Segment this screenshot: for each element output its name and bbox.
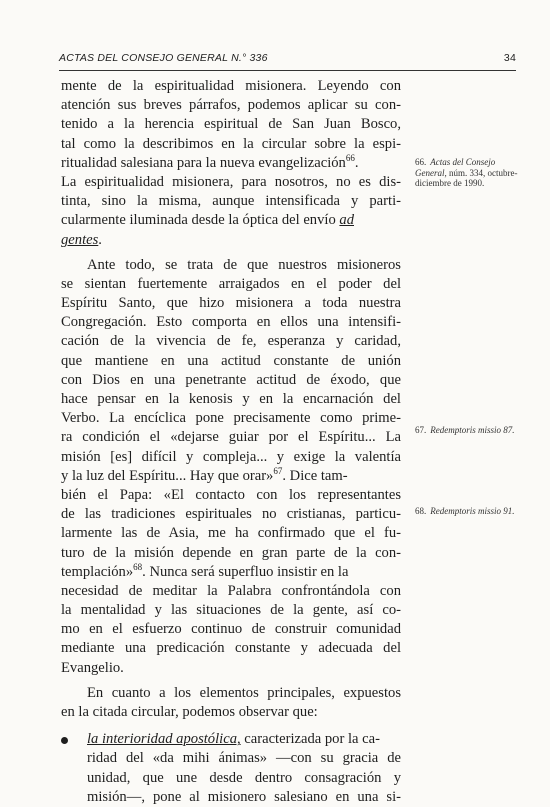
text-line: cación de la vivencia de fe, esperanza y caridad, (61, 333, 401, 350)
footnote-text: núm. 334, octubre-diciembre de 1990. (415, 167, 518, 188)
bullet-item-line (61, 730, 401, 749)
text-line (61, 467, 401, 486)
footnote-text: Redemptoris missio 91. (430, 506, 515, 516)
running-title: ACTAS DEL CONSEJO GENERAL N.° 336 (59, 52, 268, 64)
text-line: Evangelio. (61, 659, 124, 676)
text-line (61, 211, 401, 230)
page-number: 34 (503, 52, 516, 64)
text-line: tenido a la herencia espiritual de San Juan Bosco, (61, 116, 401, 133)
italic-term: gentes (61, 231, 99, 248)
text-line: mediante una predicación constante y adecuada del (61, 640, 401, 657)
footnote-ref-67: 67 (273, 465, 283, 476)
text-span: caracterizada por la ca- (240, 731, 380, 748)
footnote-source: Actas del Consejo General, (415, 157, 496, 178)
text-line: bién el Papa: «El contacto con los representantes (61, 486, 401, 503)
footnote-number: 67. (415, 425, 427, 435)
header-rule (59, 70, 516, 71)
text-line: tinta, sino la misma, aunque intensificada y parti- (61, 193, 401, 210)
text-span: ritualidad salesiana para la nueva evangelización (61, 154, 346, 171)
text-span: templación» (61, 563, 134, 580)
text-line (61, 563, 401, 582)
text-line: Espíritu Santo, que hizo misionera a toda nuestra (61, 295, 401, 312)
text-span: . Dice tam- (282, 467, 348, 484)
text-line: se sientan fuertemente arraigados en el poder del (61, 275, 401, 292)
text-line: En cuanto a los elementos principales, expuestos (87, 684, 401, 701)
bullet-item-line: misión—, pone al misionero salesiano en una si- (87, 788, 401, 805)
text-line: mo en el esfuerzo continuo de construir comunidad (61, 621, 401, 638)
footnote-ref-68: 68 (133, 561, 143, 572)
text-line: de las tradiciones espirituales no cristianas, particu- (61, 506, 401, 523)
text-line: en la citada circular, podemos observar que: (61, 704, 318, 720)
footnote-66 (415, 157, 518, 189)
text-line: Ante todo, se trata de que nuestros misioneros (87, 256, 401, 273)
footnote-number: 66. (415, 157, 427, 167)
italic-term: ad (339, 212, 354, 229)
italic-term: la interioridad apostólica, (87, 731, 241, 748)
paragraph-gap (61, 722, 401, 730)
footnote-68 (415, 506, 518, 517)
text-span: . Nunca será superfluo insistir en la (142, 563, 349, 580)
footnote-67 (415, 425, 518, 436)
footnote-ref-66: 66 (345, 152, 355, 163)
text-line: mente de la espiritualidad misionera. Leyendo con (61, 78, 401, 94)
text-line: necesidad de meditar la Palabra confrontándola con (61, 582, 401, 599)
text-line: Congregación. Esto comporta en ellos una intensifi- (61, 314, 401, 331)
bullet-icon (61, 737, 68, 744)
footnote-number: 68. (415, 506, 427, 516)
text-line: la mentalidad y las situaciones de la gente, así co- (61, 602, 401, 619)
text-line: ra condición el «dejarse guiar por el Espíritu... La (61, 429, 401, 446)
footnote-text: Redemptoris missio 87. (430, 425, 515, 435)
text-line: turo de la misión depende en gran parte de la con- (61, 544, 401, 561)
text-span: . (354, 154, 359, 171)
text-span: . (98, 231, 102, 248)
text-line: La espiritualidad misionera, para nosotros, no es dis- (61, 173, 401, 190)
text-line: hace pensar en la kenosis y en la encarnación del (61, 391, 401, 407)
text-line: con Dios en una penetrante actitud de éxodo, que (61, 371, 401, 388)
text-line: tal como la describimos en la circular sobre la espi- (61, 135, 401, 152)
text-line (61, 231, 401, 250)
main-text (61, 77, 401, 807)
text-line: que mantiene en una actitud constante de unión (61, 352, 401, 369)
text-line: larmente las de Asia, me ha confirmado que el fu- (61, 525, 401, 542)
text-span: y la luz del Espíritu... Hay que orar» (61, 467, 274, 484)
bullet-item-line: ridad del «da mihi ánimas» —con su gracia de (87, 750, 401, 767)
text-span: cularmente iluminada desde la óptica del envío (61, 212, 340, 229)
text-line: misión [es] difícil y compleja... y exige la valentía (61, 448, 401, 465)
text-line: Verbo. La encíclica pone precisamente como prime- (61, 410, 401, 427)
bullet-item-line: unidad, que une desde dentro consagración y (87, 769, 401, 786)
text-line: atención sus breves párrafos, podemos aplicar su con- (61, 97, 401, 114)
text-line (61, 154, 401, 173)
